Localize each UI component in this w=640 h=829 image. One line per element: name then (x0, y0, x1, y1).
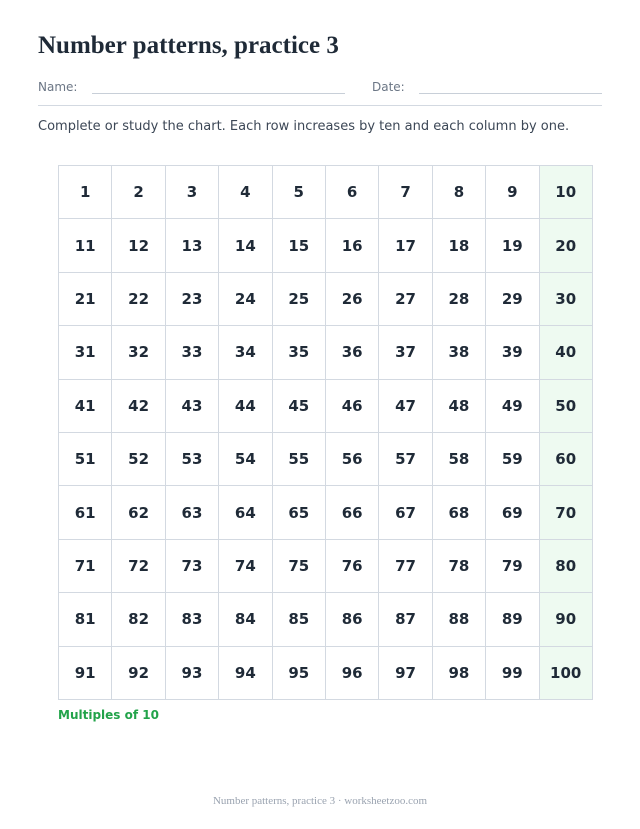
grid-cell: 53 (165, 432, 218, 485)
grid-cell: 12 (112, 219, 165, 272)
grid-cell: 81 (59, 593, 112, 646)
name-date-row (38, 80, 602, 96)
grid-cell: 18 (432, 219, 485, 272)
grid-row (59, 539, 593, 592)
grid-cell: 62 (112, 486, 165, 539)
grid-cell: 44 (219, 379, 272, 432)
grid-cell: 48 (432, 379, 485, 432)
grid-cell: 76 (325, 539, 378, 592)
grid-cell: 25 (272, 272, 325, 325)
grid-cell: 30 (539, 272, 592, 325)
name-label: Name: (38, 80, 78, 94)
grid-cell: 100 (539, 646, 592, 699)
grid-cell: 55 (272, 432, 325, 485)
grid-cell: 17 (379, 219, 432, 272)
grid-cell: 24 (219, 272, 272, 325)
grid-cell: 50 (539, 379, 592, 432)
grid-cell: 26 (325, 272, 378, 325)
grid-cell: 94 (219, 646, 272, 699)
grid-cell: 90 (539, 593, 592, 646)
grid-cell: 2 (112, 166, 165, 219)
grid-cell: 49 (486, 379, 539, 432)
grid-cell: 82 (112, 593, 165, 646)
grid-cell: 7 (379, 166, 432, 219)
grid-cell: 74 (219, 539, 272, 592)
grid-cell: 71 (59, 539, 112, 592)
grid-row (59, 379, 593, 432)
grid-cell: 60 (539, 432, 592, 485)
grid-row (59, 326, 593, 379)
grid-cell: 92 (112, 646, 165, 699)
grid-cell: 59 (486, 432, 539, 485)
date-label: Date: (372, 80, 405, 94)
grid-cell: 95 (272, 646, 325, 699)
grid-row (59, 593, 593, 646)
grid-cell: 63 (165, 486, 218, 539)
grid-cell: 41 (59, 379, 112, 432)
grid-cell: 3 (165, 166, 218, 219)
grid-cell: 96 (325, 646, 378, 699)
grid-cell: 79 (486, 539, 539, 592)
grid-cell: 29 (486, 272, 539, 325)
grid-cell: 8 (432, 166, 485, 219)
grid-cell: 98 (432, 646, 485, 699)
grid-cell: 51 (59, 432, 112, 485)
grid-cell: 9 (486, 166, 539, 219)
grid-cell: 70 (539, 486, 592, 539)
grid-cell: 97 (379, 646, 432, 699)
grid-cell: 23 (165, 272, 218, 325)
grid-cell: 36 (325, 326, 378, 379)
grid-row (59, 272, 593, 325)
grid-cell: 21 (59, 272, 112, 325)
footer: Number patterns, practice 3 · worksheetzoo.com (212, 795, 428, 807)
grid-cell: 37 (379, 326, 432, 379)
grid-cell: 84 (219, 593, 272, 646)
grid-cell: 89 (486, 593, 539, 646)
grid-cell: 99 (486, 646, 539, 699)
grid-cell: 34 (219, 326, 272, 379)
date-line[interactable] (419, 93, 602, 94)
name-line[interactable] (92, 93, 345, 94)
grid-cell: 42 (112, 379, 165, 432)
grid-cell: 32 (112, 326, 165, 379)
grid-cell: 75 (272, 539, 325, 592)
grid-cell: 13 (165, 219, 218, 272)
grid-row (59, 646, 593, 699)
grid-cell: 11 (59, 219, 112, 272)
grid-cell: 86 (325, 593, 378, 646)
grid-row (59, 432, 593, 485)
grid-cell: 68 (432, 486, 485, 539)
grid-cell: 87 (379, 593, 432, 646)
grid-cell: 88 (432, 593, 485, 646)
grid-cell: 57 (379, 432, 432, 485)
grid-cell: 19 (486, 219, 539, 272)
grid-row (59, 219, 593, 272)
grid-cell: 45 (272, 379, 325, 432)
grid-cell: 65 (272, 486, 325, 539)
grid-cell: 1 (59, 166, 112, 219)
grid-cell: 40 (539, 326, 592, 379)
hundred-chart (58, 165, 593, 700)
grid-cell: 67 (379, 486, 432, 539)
grid-cell: 61 (59, 486, 112, 539)
grid-cell: 15 (272, 219, 325, 272)
grid-cell: 33 (165, 326, 218, 379)
grid-cell: 28 (432, 272, 485, 325)
grid-cell: 91 (59, 646, 112, 699)
grid-cell: 20 (539, 219, 592, 272)
grid-cell: 56 (325, 432, 378, 485)
legend-multiples-of-10: Multiples of 10 (58, 708, 159, 722)
grid-cell: 39 (486, 326, 539, 379)
grid-cell: 72 (112, 539, 165, 592)
grid-cell: 77 (379, 539, 432, 592)
grid-cell: 4 (219, 166, 272, 219)
grid-cell: 85 (272, 593, 325, 646)
grid-cell: 66 (325, 486, 378, 539)
grid-cell: 69 (486, 486, 539, 539)
grid-cell: 27 (379, 272, 432, 325)
grid-cell: 43 (165, 379, 218, 432)
grid-cell: 14 (219, 219, 272, 272)
instructions: Complete or study the chart. Each row increases by ten and each column by one. (38, 119, 570, 134)
grid-cell: 35 (272, 326, 325, 379)
grid-cell: 16 (325, 219, 378, 272)
grid-cell: 83 (165, 593, 218, 646)
grid-cell: 58 (432, 432, 485, 485)
grid-cell: 46 (325, 379, 378, 432)
page-title: Number patterns, practice 3 (38, 32, 339, 59)
grid-cell: 31 (59, 326, 112, 379)
header-divider (38, 105, 602, 106)
grid-cell: 52 (112, 432, 165, 485)
grid-cell: 38 (432, 326, 485, 379)
grid-row (59, 166, 593, 219)
grid-cell: 22 (112, 272, 165, 325)
grid-cell: 93 (165, 646, 218, 699)
grid-cell: 5 (272, 166, 325, 219)
grid-cell: 78 (432, 539, 485, 592)
grid-cell: 47 (379, 379, 432, 432)
grid-cell: 10 (539, 166, 592, 219)
grid-cell: 54 (219, 432, 272, 485)
grid-cell: 6 (325, 166, 378, 219)
grid-cell: 64 (219, 486, 272, 539)
grid-row (59, 486, 593, 539)
grid-cell: 73 (165, 539, 218, 592)
grid-cell: 80 (539, 539, 592, 592)
